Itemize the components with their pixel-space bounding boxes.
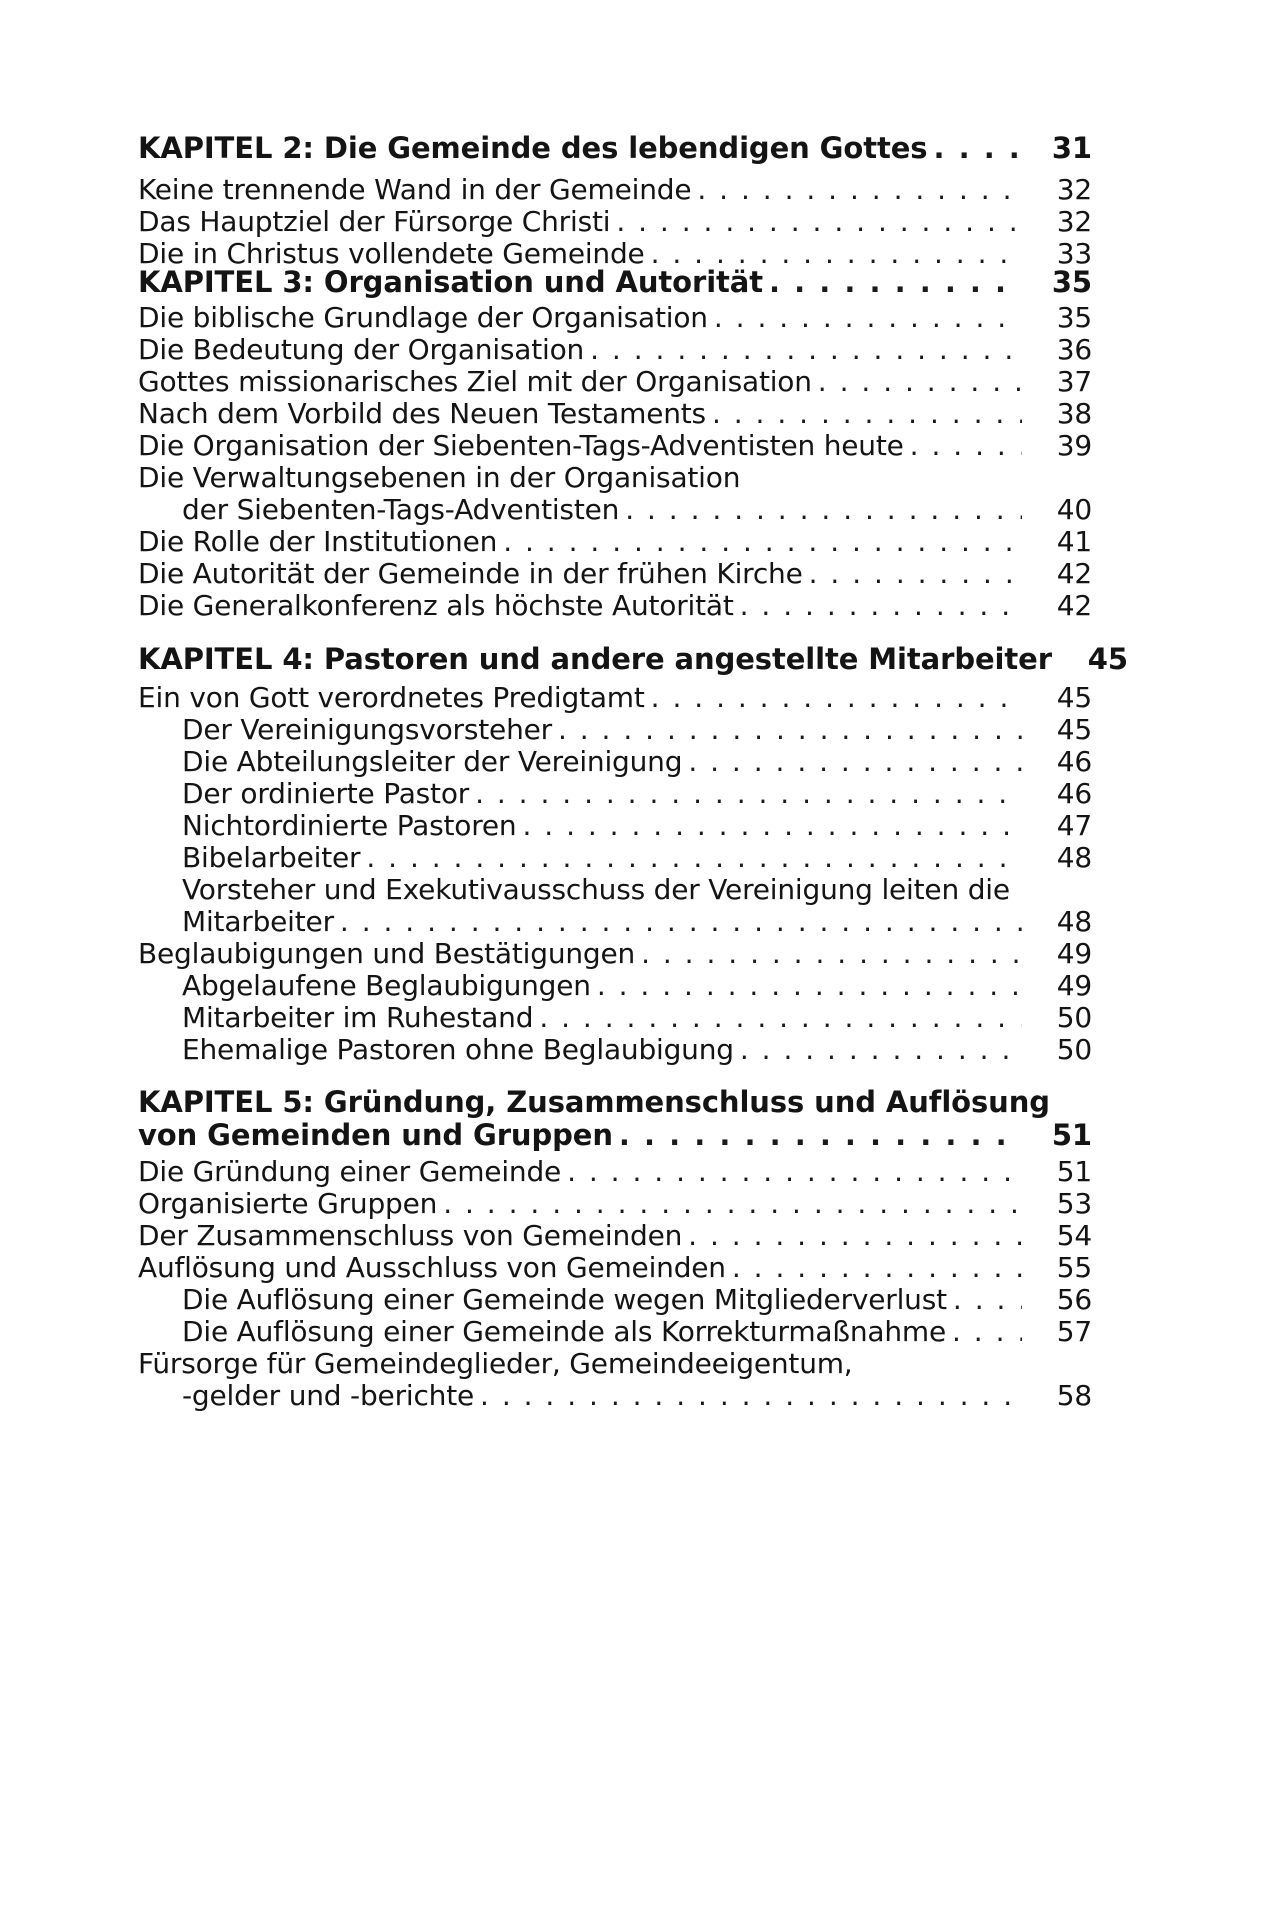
toc-entry-page-number: 56 (1056, 1283, 1092, 1316)
toc-entry-page-number: 35 (1056, 301, 1092, 334)
dot-leader (619, 1115, 1022, 1155)
toc-entry-title: Die Organisation der Siebenten-Tags-Adventisten heute (138, 429, 904, 462)
toc-entry-page-number: 41 (1056, 525, 1092, 558)
toc-entry-title: Die Autorität der Gemeinde in der frühen Kirche (138, 557, 803, 590)
dot-leader (480, 1376, 1022, 1416)
toc-entry-page-number: 40 (1056, 493, 1092, 526)
toc-entry-title: KAPITEL 5: Gründung, Zusammenschluss und Auflösung (138, 1085, 1050, 1119)
toc-entry-title: KAPITEL 3: Organisation und Autorität (138, 265, 764, 299)
toc-entry-title: Die Gründung einer Gemeinde (138, 1155, 562, 1188)
toc-entry-page-number: 46 (1056, 777, 1092, 810)
toc-entry-title: Gottes missionarisches Ziel mit der Organisation (138, 365, 812, 398)
toc-entry-page-number: 50 (1056, 1033, 1092, 1066)
toc-entry-title: Nichtordinierte Pastoren (182, 809, 517, 842)
toc-entry-title: Die Generalkonferenz als höchste Autorität (138, 589, 734, 622)
toc-entry-page-number: 51 (1056, 1155, 1092, 1188)
toc-entry-page-number: 37 (1056, 365, 1092, 398)
toc-entry-page-number: 36 (1056, 333, 1092, 366)
toc-entry-page-number: 49 (1056, 937, 1092, 970)
toc-entry-title: Mitarbeiter im Ruhestand (182, 1001, 534, 1034)
toc-entry-page-number: 33 (1056, 237, 1092, 270)
toc-entry-title: Die biblische Grundlage der Organisation (138, 301, 708, 334)
toc-entry-title: Der Zusammenschluss von Gemeinden (138, 1219, 683, 1252)
toc-entry-page-number: 32 (1056, 205, 1092, 238)
toc-entry-page-number: 58 (1056, 1379, 1092, 1412)
toc-entry-page-number: 31 (1051, 131, 1092, 165)
toc-entry-page-number: 42 (1056, 589, 1092, 622)
toc-entry-title: Die in Christus vollendete Gemeinde (138, 237, 645, 270)
toc-entry-title: der Siebenten-Tags-Adventisten (182, 493, 620, 526)
toc-entry-title: Organisierte Gruppen (138, 1187, 438, 1220)
toc-entry-page-number: 51 (1051, 1118, 1092, 1152)
toc-entry-page-number: 45 (1056, 713, 1092, 746)
toc-chapter-entry (138, 262, 1092, 302)
toc-entry-page-number: 45 (1087, 642, 1128, 676)
toc-entry-title: Beglaubigungen und Bestätigungen (138, 937, 636, 970)
toc-entry-page-number: 47 (1056, 809, 1092, 842)
toc-entry-title: Die Verwaltungsebenen in der Organisation (138, 461, 741, 494)
toc-entry-title: Die Auflösung einer Gemeinde als Korrekturmaßnahme (182, 1315, 946, 1348)
dot-leader (740, 1030, 1022, 1070)
toc-entry-title: Nach dem Vorbild des Neuen Testaments (138, 397, 706, 430)
toc-entry-title: KAPITEL 4: Pastoren und andere angestellte Mitarbeiter (138, 642, 1052, 676)
toc-entry-page-number: 48 (1056, 841, 1092, 874)
toc-entry-title: Bibelarbeiter (182, 841, 361, 874)
toc-entry-title: Die Abteilungsleiter der Vereinigung (182, 745, 683, 778)
toc-entry-title: Die Rolle der Institutionen (138, 525, 498, 558)
toc-entry-page-number: 45 (1056, 681, 1092, 714)
toc-entry-title: Die Bedeutung der Organisation (138, 333, 585, 366)
toc-entry-page-number: 48 (1056, 905, 1092, 938)
toc-entry-title: Ehemalige Pastoren ohne Beglaubigung (182, 1033, 734, 1066)
toc-entry-title: Ein von Gott verordnetes Predigtamt (138, 681, 645, 714)
toc-entry-page-number: 39 (1056, 429, 1092, 462)
toc-entry (182, 1376, 1092, 1416)
toc-entry-title: von Gemeinden und Gruppen (138, 1118, 613, 1152)
toc-entry-page-number: 46 (1056, 745, 1092, 778)
dot-leader (769, 262, 1022, 302)
toc-entry-page-number: 38 (1056, 397, 1092, 430)
toc-chapter-entry (138, 1115, 1092, 1155)
toc-entry-title: KAPITEL 2: Die Gemeinde des lebendigen Gottes (138, 131, 928, 165)
toc-entry-title: Vorsteher und Exekutivausschuss der Vereinigung leiten die (182, 873, 1010, 906)
toc-chapter-entry (138, 128, 1092, 168)
toc-entry-page-number: 32 (1056, 173, 1092, 206)
toc-entry-page-number: 42 (1056, 557, 1092, 590)
toc-entry-title: Die Auflösung einer Gemeinde wegen Mitgliederverlust (182, 1283, 947, 1316)
toc-chapter-entry (138, 639, 1128, 679)
toc-entry-page-number: 35 (1051, 265, 1092, 299)
toc-entry-page-number: 53 (1056, 1187, 1092, 1220)
toc-entry (182, 1030, 1092, 1070)
toc-entry-page-number: 55 (1056, 1251, 1092, 1284)
toc-entry-page-number: 50 (1056, 1001, 1092, 1034)
dot-leader (933, 128, 1022, 168)
toc-entry (138, 586, 1092, 626)
toc-entry-title: Der Vereinigungsvorsteher (182, 713, 552, 746)
toc-entry-title: Auflösung und Ausschluss von Gemeinden (138, 1251, 726, 1284)
toc-entry-page-number: 57 (1056, 1315, 1092, 1348)
toc-entry-page-number: 54 (1056, 1219, 1092, 1252)
dot-leader (740, 586, 1022, 626)
toc-entry-title: Der ordinierte Pastor (182, 777, 470, 810)
toc-entry-page-number: 49 (1056, 969, 1092, 1002)
toc-entry-title: Abgelaufene Beglaubigungen (182, 969, 591, 1002)
toc-entry-title: -gelder und -berichte (182, 1379, 475, 1412)
toc-entry-title: Fürsorge für Gemeindeglieder, Gemeindeeigentum, (138, 1347, 853, 1380)
toc-entry-title: Mitarbeiter (182, 905, 334, 938)
toc-entry-title: Keine trennende Wand in der Gemeinde (138, 173, 692, 206)
toc-entry-title: Das Hauptziel der Fürsorge Christi (138, 205, 611, 238)
